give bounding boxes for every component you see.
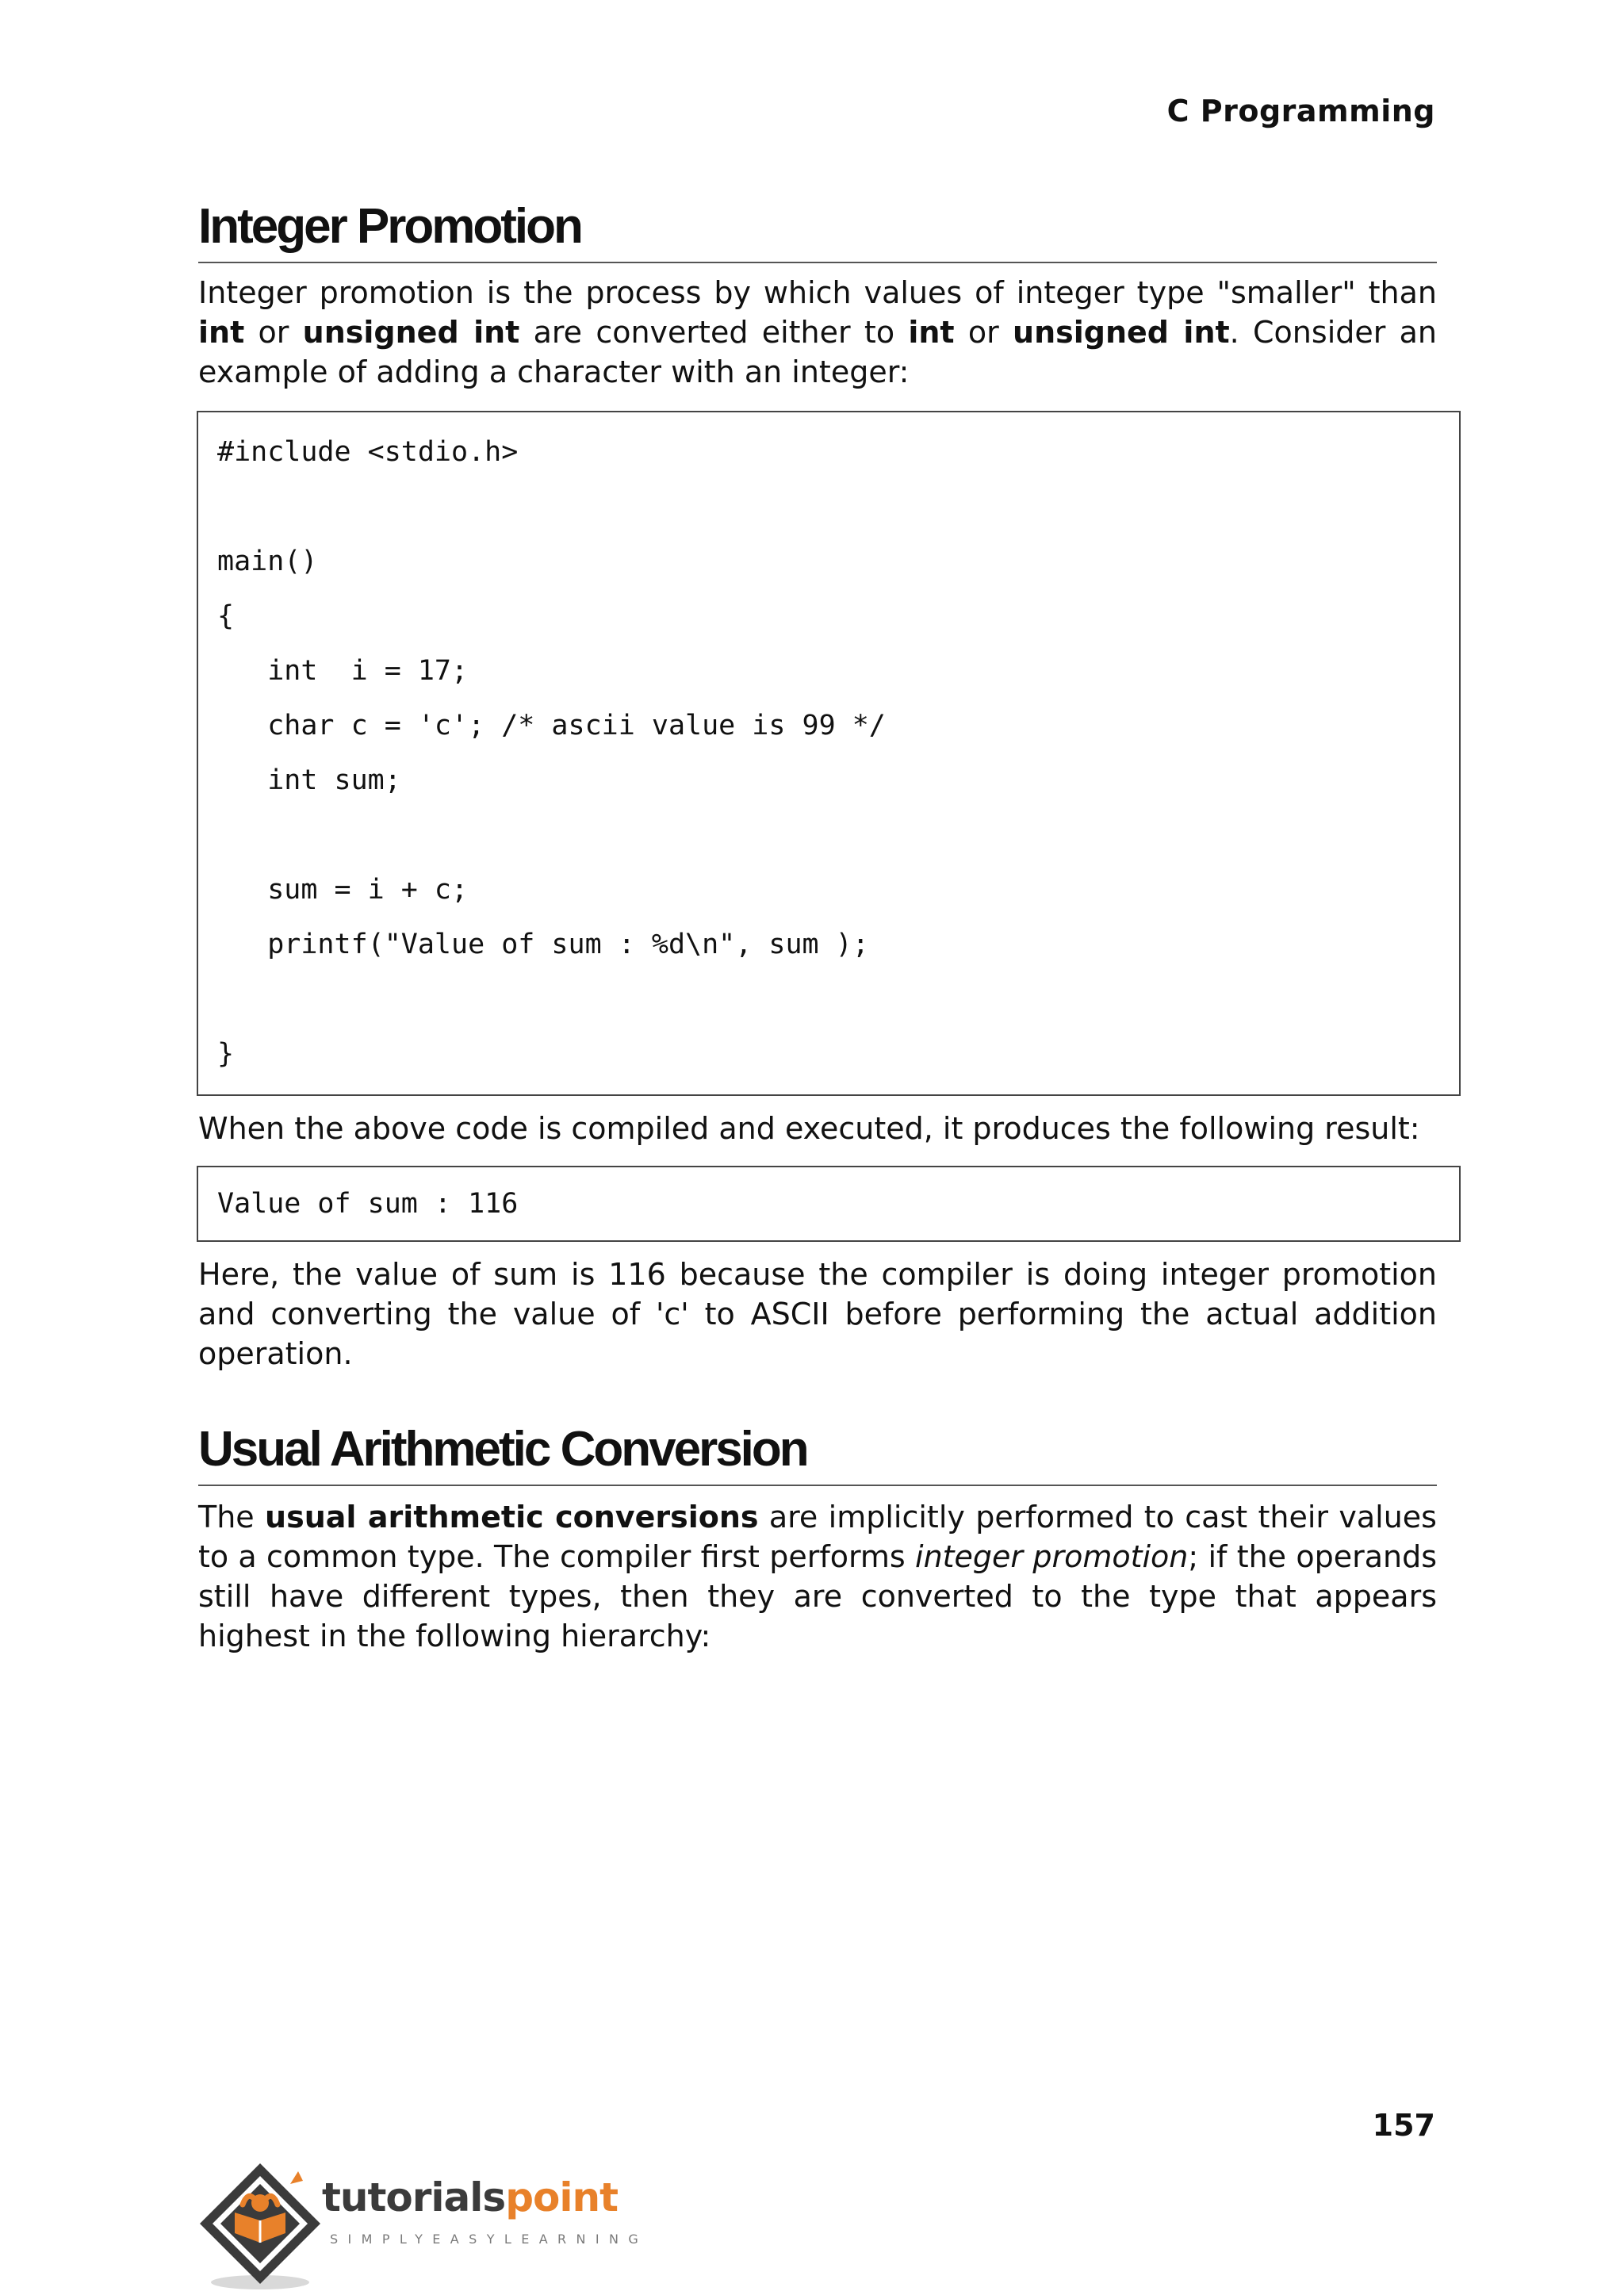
- section-title-integer-promotion: Integer Promotion: [198, 195, 1437, 263]
- intro-text-5: . Consider an example of adding a character with an integer:: [198, 315, 1438, 389]
- code-line: char c = 'c'; /* ascii value is 99 */: [217, 710, 886, 741]
- conv-text-2: are implicitly performed to cast their values to a common type. The compiler first performs: [198, 1500, 1437, 1574]
- code-line: [217, 480, 1440, 534]
- keyword-unsigned-int-1: unsigned int: [302, 315, 520, 350]
- running-header-title: C Programming: [1166, 94, 1435, 128]
- explanation-paragraph: Here, the value of sum is 116 because the compiler is doing integer promotion and converting the value of 'c' to ASCII before performing the actual addition operation.: [198, 1257, 1437, 1371]
- conversion-paragraph: [198, 1497, 1437, 1656]
- code-line: {: [217, 600, 235, 632]
- code-line: printf("Value of sum : %d\n", sum );: [217, 929, 869, 960]
- output-box: [197, 1166, 1461, 1242]
- intro-text-2: or: [244, 315, 303, 350]
- code-line: }: [217, 1038, 235, 1070]
- code-line: int i = 17;: [217, 655, 469, 687]
- intro-text-3: are converted either to: [519, 315, 909, 350]
- code-line: [217, 972, 1440, 1027]
- result-intro-text: When the above code is compiled and executed, it produces the following result:: [198, 1111, 1420, 1146]
- intro-text-4: or: [954, 315, 1013, 350]
- tutorialspoint-logo-icon: [197, 2157, 331, 2292]
- keyword-int-1: int: [198, 315, 245, 350]
- section-title-usual-arithmetic-conversion: Usual Arithmetic Conversion: [198, 1418, 1437, 1486]
- logo-word-tutorials: tutorials: [322, 2174, 506, 2220]
- logo-wordmark: [322, 2174, 618, 2220]
- intro-paragraph: [198, 273, 1437, 392]
- keyword-unsigned-int-2: unsigned int: [1013, 315, 1230, 350]
- logo-word-point: point: [505, 2174, 618, 2220]
- conv-text-1: The: [198, 1500, 266, 1534]
- page-number: 157: [1372, 2108, 1435, 2143]
- logo-tagline: SIMPLYEASYLEARNING: [330, 2232, 649, 2247]
- keyword-int-2: int: [908, 315, 955, 350]
- output-line: Value of sum : 116: [217, 1188, 519, 1220]
- code-line: [217, 808, 1440, 863]
- term-integer-promotion: integer promotion: [915, 1539, 1189, 1574]
- code-example-box: [197, 411, 1461, 1096]
- code-line: main(): [217, 546, 318, 577]
- code-line: sum = i + c;: [217, 874, 469, 906]
- intro-text-1: Integer promotion is the process by which values of integer type "smaller" than: [198, 275, 1437, 310]
- conv-text-3: ; if the operands still have different types, then they are converted to the type that appears highest in the following hierarchy:: [198, 1539, 1437, 1653]
- keyword-usual-arithmetic-conversions: usual arithmetic conversions: [265, 1500, 759, 1534]
- page-content: [198, 195, 1437, 1656]
- tutorialspoint-logo: [197, 2157, 649, 2292]
- code-line: #include <stdio.h>: [217, 436, 519, 468]
- code-line: int sum;: [217, 764, 401, 796]
